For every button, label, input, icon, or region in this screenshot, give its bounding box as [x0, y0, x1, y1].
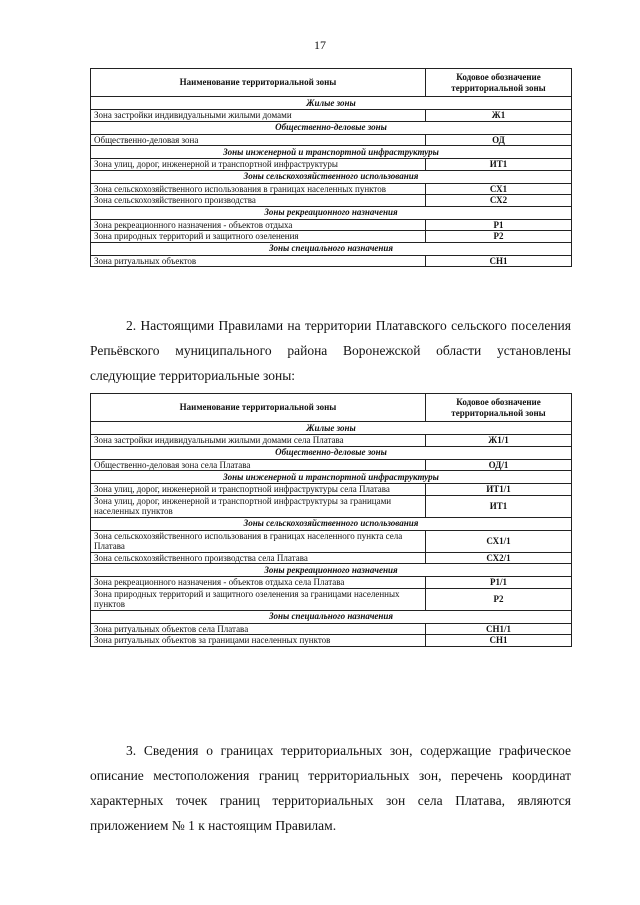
zone-name: Зона сельскохозяйственного производства — [91, 195, 426, 207]
table-header-row — [91, 69, 572, 97]
zone-name: Зона ритуальных объектов — [91, 255, 426, 267]
zone-name: Зона застройки индивидуальными жилыми домами села Платава — [91, 435, 426, 447]
zone-code: Р1/1 — [426, 577, 572, 589]
table-row — [91, 635, 572, 647]
table-row — [91, 255, 572, 267]
zone-group-title: Зоны инженерной и транспортной инфраструктуры — [91, 146, 572, 159]
table-row — [91, 134, 572, 146]
table-row — [91, 435, 572, 447]
zone-name: Зона улиц, дорог, инженерной и транспортной инфраструктуры за границами населенных пунктов — [91, 495, 426, 517]
zone-code: ОД/1 — [426, 459, 572, 471]
zone-code: СХ2/1 — [426, 552, 572, 564]
zone-group-row — [91, 446, 572, 459]
table-body — [91, 97, 572, 267]
zone-group-title: Жилые зоны — [91, 422, 572, 435]
table-row — [91, 183, 572, 195]
zone-group-title: Жилые зоны — [91, 97, 572, 110]
zone-code: ИТ1 — [426, 159, 572, 171]
paragraph-2: 2. Настоящими Правилами на территории Платавского сельского поселения Репьёвского муниципального района Воронежской области установлены следующие территориальные зоны: — [90, 318, 571, 383]
paragraph-3: 3. Сведения о границах территориальных зон, содержащие графическое описание местоположения границ территориальных зон, перечень координат характерных точек границ территориальных зон села Платава, являются приложением № 1 к настоящим Правилам. — [90, 743, 571, 833]
zone-code: СХ1 — [426, 183, 572, 195]
zone-group-row — [91, 170, 572, 183]
table-row — [91, 484, 572, 496]
zone-group-title: Зоны рекреационного назначения — [91, 564, 572, 577]
column-header-name: Наименование территориальной зоны — [91, 69, 426, 97]
zone-group-row — [91, 97, 572, 110]
table-row — [91, 459, 572, 471]
zone-code: ИТ1/1 — [426, 484, 572, 496]
zone-group-title: Общественно-деловые зоны — [91, 121, 572, 134]
zone-name: Зона природных территорий и защитного озеленения за границами населенных пунктов — [91, 588, 426, 610]
zone-code: Р2 — [426, 588, 572, 610]
zone-group-title: Общественно-деловые зоны — [91, 446, 572, 459]
zone-name: Зона улиц, дорог, инженерной и транспортной инфраструктуры села Платава — [91, 484, 426, 496]
zone-code: Ж1/1 — [426, 435, 572, 447]
zone-name: Зона ритуальных объектов за границами населенных пунктов — [91, 635, 426, 647]
table-row — [91, 159, 572, 171]
table-row — [91, 195, 572, 207]
zone-group-title: Зоны сельскохозяйственного использования — [91, 517, 572, 530]
zone-code: Ж1 — [426, 110, 572, 122]
table-header-row — [91, 394, 572, 422]
zone-name: Зона улиц, дорог, инженерной и транспортной инфраструктуры — [91, 159, 426, 171]
zone-code: СН1 — [426, 255, 572, 267]
column-header-code: Кодовое обозначение территориальной зоны — [426, 69, 572, 97]
table-row — [91, 231, 572, 243]
zone-code: СХ1/1 — [426, 530, 572, 552]
zone-code: Р1 — [426, 219, 572, 231]
zone-name: Зона застройки индивидуальными жилыми домами — [91, 110, 426, 122]
zone-name: Зона сельскохозяйственного использования в границах населенных пунктов — [91, 183, 426, 195]
table-row — [91, 623, 572, 635]
page-number: 17 — [314, 38, 326, 52]
zones-table-general — [90, 68, 572, 267]
zone-group-row — [91, 206, 572, 219]
table-row — [91, 552, 572, 564]
zone-name: Зона рекреационного назначения - объектов отдыха — [91, 219, 426, 231]
zone-code: ОД — [426, 134, 572, 146]
column-header-code: Кодовое обозначение территориальной зоны — [426, 394, 572, 422]
zones-table-platava — [90, 393, 572, 647]
zone-group-title: Зоны сельскохозяйственного использования — [91, 170, 572, 183]
zone-group-row — [91, 146, 572, 159]
zone-group-row — [91, 471, 572, 484]
zone-code: СН1/1 — [426, 623, 572, 635]
table-row — [91, 495, 572, 517]
zone-name: Зона природных территорий и защитного озеленения — [91, 231, 426, 243]
zone-group-title: Зоны инженерной и транспортной инфраструктуры — [91, 471, 572, 484]
zone-group-title: Зоны рекреационного назначения — [91, 206, 572, 219]
table-body — [91, 422, 572, 647]
zone-group-title: Зоны специального назначения — [91, 242, 572, 255]
zone-group-row — [91, 121, 572, 134]
column-header-name: Наименование территориальной зоны — [91, 394, 426, 422]
zone-code: СХ2 — [426, 195, 572, 207]
table-row — [91, 588, 572, 610]
table-row — [91, 110, 572, 122]
zone-name: Зона ритуальных объектов села Платава — [91, 623, 426, 635]
table-row — [91, 577, 572, 589]
zone-name: Общественно-деловая зона села Платава — [91, 459, 426, 471]
zone-group-row — [91, 242, 572, 255]
zone-group-row — [91, 422, 572, 435]
zone-code: СН1 — [426, 635, 572, 647]
table-row — [91, 219, 572, 231]
table-row — [91, 530, 572, 552]
zone-name: Зона сельскохозяйственного производства села Платава — [91, 552, 426, 564]
zone-code: Р2 — [426, 231, 572, 243]
zone-group-row — [91, 610, 572, 623]
zone-group-row — [91, 564, 572, 577]
zone-name: Общественно-деловая зона — [91, 134, 426, 146]
zone-name: Зона сельскохозяйственного использования в границах населенного пункта села Платава — [91, 530, 426, 552]
zone-group-title: Зоны специального назначения — [91, 610, 572, 623]
zone-code: ИТ1 — [426, 495, 572, 517]
zone-name: Зона рекреационного назначения - объектов отдыха села Платава — [91, 577, 426, 589]
zone-group-row — [91, 517, 572, 530]
